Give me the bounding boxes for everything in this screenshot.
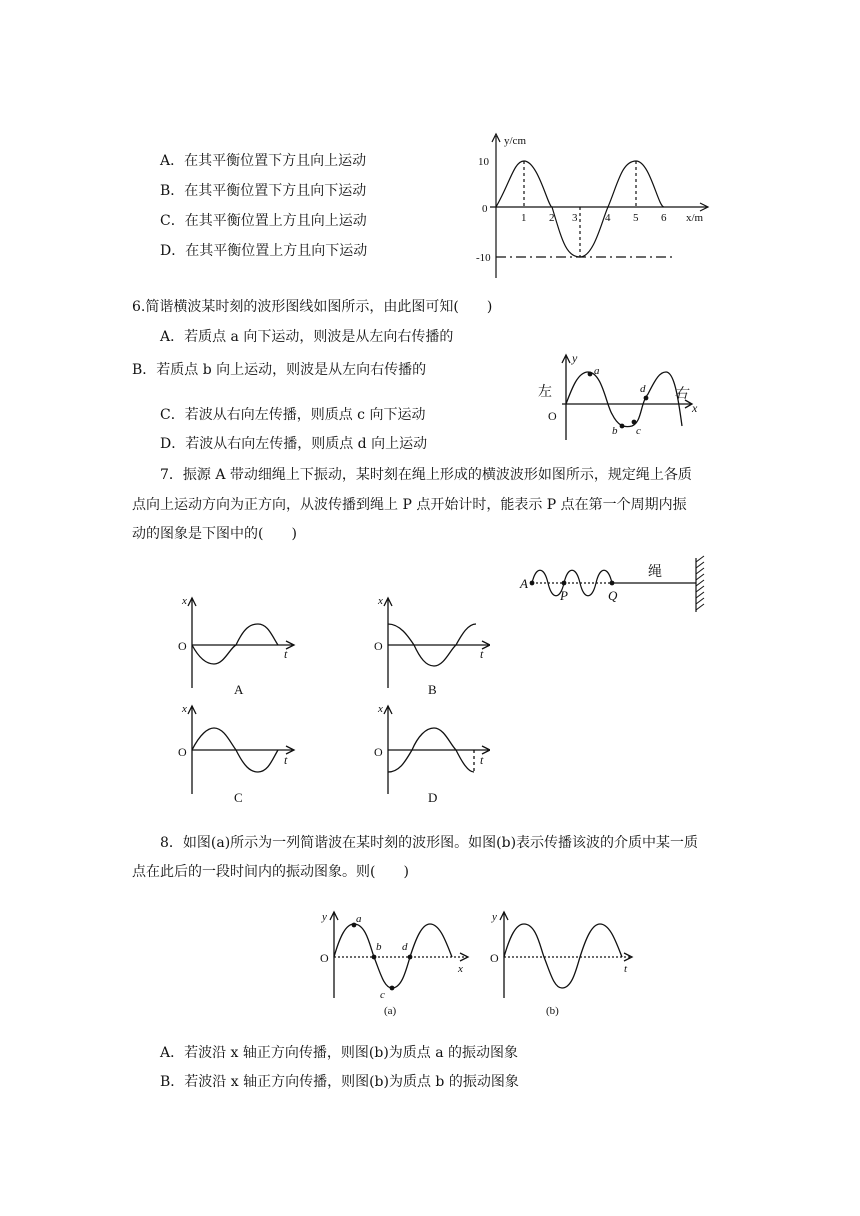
fig-b-t: t (624, 963, 628, 975)
graph-a-caption: A (234, 682, 244, 697)
q5-xtick: 4 (605, 212, 611, 224)
fig-a-point-d: d (402, 941, 408, 953)
q5-xtick: 1 (521, 212, 527, 224)
graph-a-tlabel: t (284, 647, 288, 661)
q7-label-q: Q (608, 588, 618, 603)
q6-stem: 6.简谐横波某时刻的波形图线如图所示，由此图可知( ) (132, 299, 493, 315)
q5-option-b: B．在其平衡位置下方且向下运动 (160, 183, 367, 199)
graph-d-origin: O (374, 745, 383, 759)
q8-stem-2: 点在此后的一段时间内的振动图象。则( ) (132, 864, 409, 880)
q5-origin: 0 (482, 203, 488, 215)
q5-option-c: C．在其平衡位置上方且向上运动 (160, 213, 367, 229)
q6-wave-figure (532, 348, 710, 448)
graph-c-xlabel: x (182, 703, 187, 715)
q8-figure-b (484, 906, 640, 1018)
q6-option-d: D．若波从右向左传播，则质点 d 向上运动 (160, 436, 428, 452)
q5-wave-graph (476, 128, 716, 288)
q5-option-d: D．在其平衡位置上方且向下运动 (160, 243, 368, 259)
fig-b-origin: O (490, 951, 499, 965)
q5-ytick-neg10: -10 (476, 252, 491, 264)
q6-y-label: y (572, 351, 578, 365)
q6-point-a: a (594, 365, 600, 377)
q8-option-a: A．若波沿 x 轴正方向传播，则图(b)为质点 a 的振动图象 (160, 1045, 519, 1061)
q6-option-a: A．若质点 a 向下运动，则波是从左向右传播的 (160, 329, 454, 345)
graph-b-caption: B (428, 682, 437, 697)
q6-right-label: 右 (674, 387, 688, 402)
fig-a-x: x (458, 963, 463, 975)
q5-xtick: 6 (661, 212, 667, 224)
fig-a-y: y (322, 911, 327, 923)
q5-y-label: y/cm (504, 135, 526, 147)
q7-stem-1: 7．振源 A 带动细绳上下振动，某时刻在绳上形成的横波波形如图所示，规定绳上各质 (160, 467, 692, 483)
graph-c-origin: O (178, 745, 187, 759)
q7-label-p: P (560, 588, 568, 603)
q5-xtick: 5 (633, 212, 639, 224)
graph-b-tlabel: t (480, 647, 484, 661)
q6-left-label: 左 (538, 385, 552, 400)
q7-option-graphs (170, 590, 490, 810)
fig-b-caption: (b) (546, 1005, 559, 1017)
q5-x-label: x/m (686, 212, 704, 224)
q6-x-label: x (692, 401, 698, 415)
fig-b-y: y (492, 911, 497, 923)
q6-option-b: B．若质点 b 向上运动，则波是从左向右传播的 (132, 362, 427, 378)
q7-label-a: A (520, 576, 528, 591)
fig-a-origin: O (320, 951, 329, 965)
q6-option-c: C．若波从右向左传播，则质点 c 向下运动 (160, 407, 426, 423)
graph-b-origin: O (374, 639, 383, 653)
fig-a-caption: (a) (384, 1005, 397, 1017)
q5-ytick-10: 10 (478, 156, 489, 168)
q7-rope-label: 绳 (648, 565, 662, 580)
graph-c-tlabel: t (284, 753, 288, 767)
fig-a-point-a: a (356, 913, 362, 925)
q5-option-a: A．在其平衡位置下方且向上运动 (160, 153, 367, 169)
q7-stem-2: 点向上运动方向为正方向，从波传播到绳上 P 点开始计时，能表示 P 点在第一个周期内振 (132, 497, 687, 513)
graph-d-xlabel: x (378, 703, 383, 715)
q8-figure-a (312, 906, 476, 1018)
fig-a-point-c: c (380, 989, 385, 1001)
graph-d-tlabel: t (480, 753, 484, 767)
q5-xtick: 2 (549, 212, 555, 224)
graph-a-origin: O (178, 639, 187, 653)
fig-a-point-b: b (376, 941, 382, 953)
q7-stem-3: 动的图象是下图中的( ) (132, 526, 297, 542)
q6-point-b: b (612, 425, 618, 437)
graph-c-caption: C (234, 790, 243, 805)
q6-origin: O (548, 409, 557, 423)
q8-option-b: B．若波沿 x 轴正方向传播，则图(b)为质点 b 的振动图象 (160, 1074, 519, 1090)
graph-a-xlabel: x (182, 595, 187, 607)
q8-stem-1: 8．如图(a)所示为一列简谐波在某时刻的波形图。如图(b)表示传播该波的介质中某一质 (160, 835, 699, 851)
graph-b-xlabel: x (378, 595, 383, 607)
q6-point-d: d (640, 383, 646, 395)
q6-point-c: c (636, 425, 641, 437)
graph-d-caption: D (428, 790, 438, 805)
q7-rope-figure (512, 552, 718, 616)
q5-xtick: 3 (572, 212, 578, 224)
